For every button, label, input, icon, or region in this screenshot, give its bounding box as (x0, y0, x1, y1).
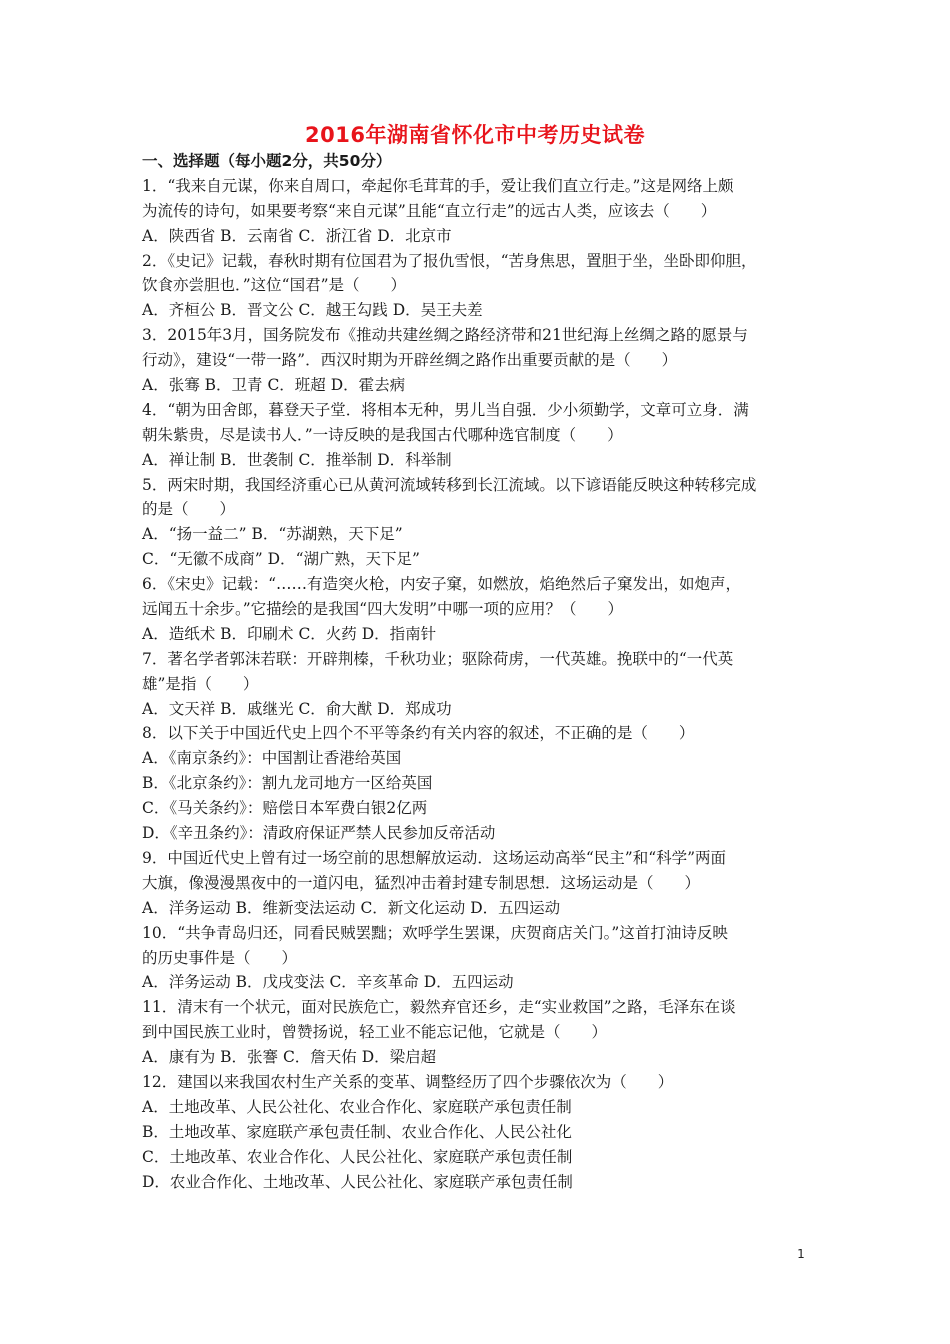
text-line: 6．《宋史》记载：“……有造突火枪，内安子窠，如燃放，焰绝然后子窠发出，如炮声， (142, 575, 742, 594)
text-line: 1．“我来自元谋，你来自周口，牵起你毛茸茸的手，爱让我们直立行走。”这是网络上颇 (142, 176, 734, 195)
question-lines (142, 174, 822, 1195)
text-line: 7．著名学者郭沫若联：开辟荆榛，千秋功业；驱除荷虏，一代英雄。挽联中的“一代英 (142, 649, 734, 668)
text-line: B．《北京条约》：割九龙司地方一区给英国 (142, 774, 433, 793)
text-line: B．土地改革、家庭联产承包责任制、农业合作化、人民公社化 (142, 1122, 572, 1141)
page-number: 1 (797, 1247, 805, 1261)
text-line: A．洋务运动 B．戊戌变法 C．辛亥革命 D．五四运动 (142, 973, 514, 992)
text-line: C．《马关条约》：赔偿日本军费白银2亿两 (142, 799, 428, 818)
section-heading: 一、选择题（每小题2分，共50分） (142, 152, 392, 170)
text-line: A．张骞 B．卫青 C．班超 D．霍去病 (142, 376, 406, 395)
text-line: 朝朱紫贵，尽是读书人．”一诗反映的是我国古代哪种选官制度（ ） (142, 425, 623, 444)
text-line: 行动》，建设“一带一路”．西汉时期为开辟丝绸之路作出重要贡献的是（ ） (142, 351, 678, 370)
text-line: 的历史事件是（ ） (142, 948, 298, 967)
text-line: 大旗，像漫漫黑夜中的一道闪电，猛烈冲击着封建专制思想．这场运动是（ ） (142, 873, 701, 892)
text-line: A．康有为 B．张謇 C．詹天佑 D．梁启超 (142, 1048, 437, 1067)
text-line: A．“扬一益二” B．“苏湖熟，天下足” (142, 525, 403, 544)
text-line: 4．“朝为田舍郎，暮登天子堂．将相本无种，男儿当自强．少小须勤学，文章可立身．满 (142, 400, 749, 419)
text-line: 的是（ ） (142, 500, 236, 519)
text-line: C．“无徽不成商” D．“湖广熟，天下足” (142, 550, 420, 569)
text-line: 9．中国近代史上曾有过一场空前的思想解放运动．这场运动高举“民主”和“科学”两面 (142, 848, 727, 867)
question-list (142, 149, 822, 1194)
text-line: A．文天祥 B．戚继光 C．俞大猷 D．郑成功 (142, 699, 452, 718)
text-line: 到中国民族工业时，曾赞扬说，轻工业不能忘记他，它就是（ ） (142, 1023, 608, 1042)
text-line: 雄”是指（ ） (142, 674, 259, 693)
text-line: 3．2015年3月，国务院发布《推动共建丝绸之路经济带和21世纪海上丝绸之路的愿景与 (142, 326, 748, 345)
text-line: 8．以下关于中国近代史上四个不平等条约有关内容的叙述，不正确的是（ ） (142, 724, 695, 743)
text-line: A．造纸术 B．印刷术 C．火药 D．指南针 (142, 624, 437, 643)
text-line: C．土地改革、农业合作化、人民公社化、家庭联产承包责任制 (142, 1147, 573, 1166)
text-line: 5．两宋时期，我国经济重心已从黄河流域转移到长江流域。以下谚语能反映这种转移完成 (142, 475, 757, 494)
text-line: 饮食亦尝胆也．”这位“国君”是（ ） (142, 276, 407, 295)
text-line: A．禅让制 B．世袭制 C．推举制 D．科举制 (142, 450, 452, 469)
text-line: 12．建国以来我国农村生产关系的变革、调整经历了四个步骤依次为（ ） (142, 1072, 674, 1091)
text-line: 2．《史记》记载，春秋时期有位国君为了报仇雪恨，“苦身焦思，置胆于坐，坐卧即仰胆， (142, 251, 757, 270)
text-line: 远闻五十余步。”它描绘的是我国“四大发明”中哪一项的应用？（ ） (142, 600, 624, 619)
exam-title: 2016年湖南省怀化市中考历史试卷 (305, 123, 645, 147)
text-line: A．土地改革、人民公社化、农业合作化、家庭联产承包责任制 (142, 1097, 572, 1116)
text-line: A．陕西省 B．云南省 C．浙江省 D．北京市 (142, 226, 452, 245)
text-line: A．洋务运动 B．维新变法运动 C．新文化运动 D．五四运动 (142, 898, 561, 917)
text-line: D．《辛丑条约》：清政府保证严禁人民参加反帝活动 (142, 824, 496, 843)
text-line: 为流传的诗句，如果要考察“来自元谋”且能“直立行走”的远古人类，应该去（ ） (142, 201, 717, 220)
text-line: A．齐桓公 B．晋文公 C．越王勾践 D．吴王夫差 (142, 301, 483, 320)
text-line: 11．清末有一个状元，面对民族危亡，毅然弃官还乡，走“实业救国”之路，毛泽东在谈 (142, 998, 736, 1017)
text-line: 10．“共争青岛归还，同看民贼罢黜；欢呼学生罢课，庆贺商店关门。”这首打油诗反映 (142, 923, 728, 942)
text-line: D．农业合作化、土地改革、人民公社化、家庭联产承包责任制 (142, 1172, 573, 1191)
text-line: A．《南京条约》：中国割让香港给英国 (142, 749, 402, 768)
